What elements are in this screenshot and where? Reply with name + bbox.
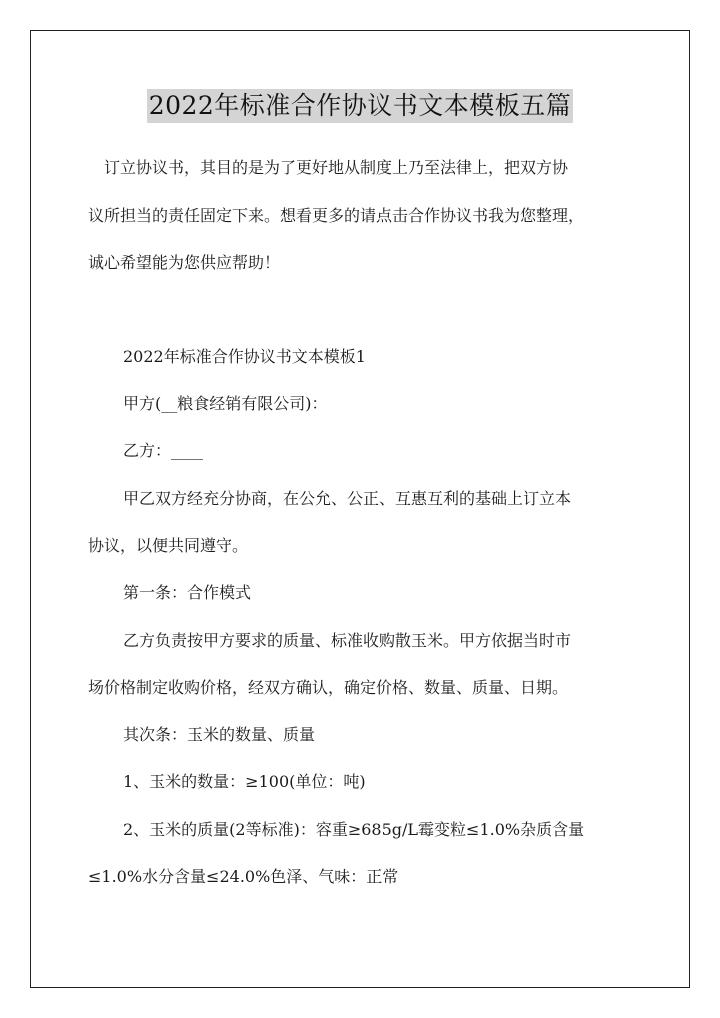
party-b: 乙方：____ [123, 441, 204, 460]
intro-line-2: 议所担当的责任固定下来。想看更多的请点击合作协议书我为您整理， [88, 206, 585, 225]
article1-heading: 第一条：合作模式 [123, 583, 252, 602]
item-2-line-1: 2、玉米的质量(2等标准)：容重≥685g/L霉变粒≤1.0%杂质含量 [123, 820, 585, 839]
article1-line-2: 场价格制定收购价格，经双方确认，确定价格、数量、质量、日期。 [88, 678, 569, 697]
item-2-line-2: ≤1.0%水分含量≤24.0%色泽、气味：正常 [88, 867, 399, 886]
intro-line-3: 诚心希望能为您供应帮助！ [88, 253, 281, 272]
intro-line-1: 订立协议书，其目的是为了更好地从制度上乃至法律上，把双方协 [104, 158, 569, 177]
item-1: 1、玉米的数量：≥100(单位：吨) [123, 772, 366, 791]
article1-line-1: 乙方负责按甲方要求的质量、标准收购散玉米。甲方依据当时市 [123, 631, 572, 650]
preamble-line-2: 协议，以便共同遵守。 [88, 536, 249, 555]
title-container [0, 89, 720, 123]
section-heading: 2022年标准合作协议书文本模板1 [123, 347, 366, 366]
article2-heading: 其次条：玉米的数量、质量 [123, 725, 316, 744]
preamble-line-1: 甲乙双方经充分协商，在公允、公正、互惠互利的基础上订立本 [123, 489, 572, 508]
party-a: 甲方(__粮食经销有限公司)： [123, 394, 328, 413]
document-title: 2022年标准合作协议书文本模板五篇 [147, 89, 574, 123]
